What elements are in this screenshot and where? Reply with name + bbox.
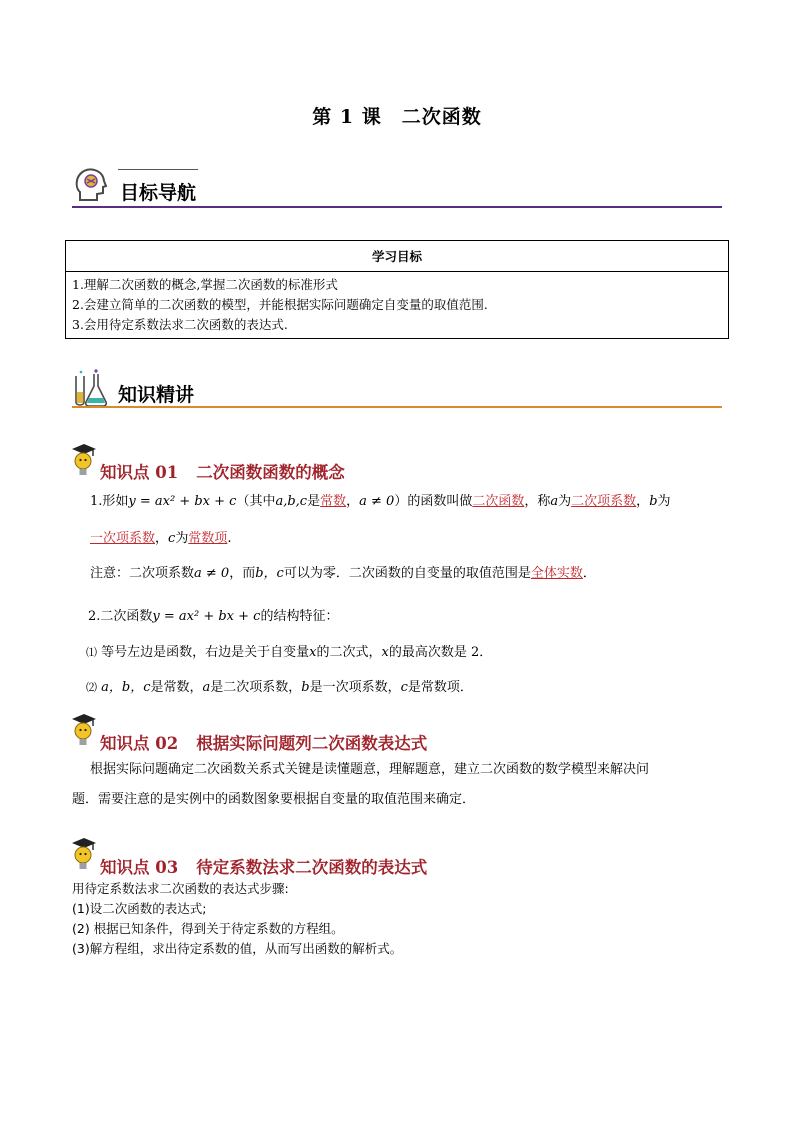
lab-flask-icon [72, 368, 108, 408]
goal-item: 2.会建立简单的二次函数的模型，并能根据实际问题确定自变量的取值范围. [72, 297, 488, 312]
section-title-knowledge: 知识精讲 [118, 384, 195, 406]
goal-item: 3.会用待定系数法求二次函数的表达式. [72, 317, 288, 332]
variables: a，b，c [101, 680, 151, 695]
graduate-bulb-icon [70, 836, 98, 872]
variables: a,b,c [275, 494, 308, 509]
formula: y = ax² + bx + c [152, 609, 261, 624]
kp3-step-line: 用待定系数法求二次函数的表达式步骤: [72, 881, 289, 896]
list-marker: ⑵ [86, 681, 97, 694]
key-term: 二次函数 [472, 494, 525, 509]
brain-head-icon [72, 166, 108, 206]
text: 等号左边是函数，右边是关于自变量 [101, 645, 310, 660]
variable: x [381, 645, 389, 660]
kp2-title: 根据实际问题列二次函数表达式 [196, 734, 428, 753]
formula: y = ax² + bx + c [128, 494, 237, 509]
section-top-rule [118, 169, 198, 170]
text: 的结构特征： [260, 609, 339, 624]
kp2-heading [100, 730, 427, 754]
text: 的最高次数是 2． [388, 645, 493, 660]
kp1-heading [100, 459, 345, 483]
condition: a ≠ 0 [359, 494, 395, 509]
section-title-goals: 目标导航 [120, 182, 197, 204]
text: 是常数， [150, 680, 203, 695]
variable: x [309, 645, 317, 660]
text: . [227, 531, 232, 546]
variable: b [649, 494, 658, 509]
condition: a ≠ 0 [194, 566, 230, 581]
graduate-bulb-icon [70, 442, 98, 478]
key-term: 常数 [320, 494, 347, 509]
text: 可以为零．二次函数的自变量的取值范围是 [283, 566, 531, 581]
kp2-paragraph-line1: 根据实际问题确定二次函数关系式关键是读懂题意，理解题意，建立二次函数的数学模型来解决问 [90, 762, 650, 777]
text: 是二次项系数， [210, 680, 302, 695]
variable: c [400, 680, 408, 695]
kp2-paragraph-line2: 题．需要注意的是实例中的函数图象要根据自变量的取值范围来确定． [72, 792, 476, 807]
text: 为 [175, 531, 189, 546]
text: ，称 [524, 494, 551, 509]
text: 1.形如 [90, 494, 129, 509]
kp1-note [90, 564, 596, 584]
kp1-point1 [86, 643, 492, 663]
key-term: 全体实数 [530, 566, 583, 581]
goal-item: 1.理解二次函数的概念,掌握二次函数的标准形式 [72, 277, 338, 292]
key-term: 二次项系数 [571, 494, 637, 509]
text: ）的函数叫做 [394, 494, 473, 509]
graduate-bulb-icon [70, 712, 98, 748]
variable: b [301, 680, 310, 695]
kp3-steps [72, 879, 402, 959]
text: 注意：二次项系数 [90, 566, 195, 581]
kp3-step-line: (2) 根据已知条件，得到关于待定系数的方程组。 [72, 921, 344, 936]
kp3-title: 待定系数法求二次函数的表达式 [196, 858, 428, 877]
variable: c [168, 531, 176, 546]
kp2-number: 知识点 02 [100, 734, 179, 753]
variables: b，c [255, 566, 284, 581]
text: ， [636, 494, 650, 509]
kp3-number: 知识点 03 [100, 858, 179, 877]
key-term: 常数项 [188, 531, 228, 546]
text: 的二次式， [316, 645, 382, 660]
kp1-structure-heading [88, 607, 338, 627]
text: 为 [558, 494, 572, 509]
text: 2.二次函数 [88, 609, 153, 624]
text: ． [582, 566, 596, 581]
goals-table-body [66, 272, 729, 339]
kp1-line1 [90, 492, 671, 512]
text: 为 [657, 494, 671, 509]
variable: a [202, 680, 211, 695]
text: 是 [307, 494, 321, 509]
text: 是常数项． [407, 680, 473, 695]
kp3-step-line: (3)解方程组，求出待定系数的值，从而写出函数的解析式。 [72, 941, 403, 956]
kp1-number: 知识点 01 [100, 463, 179, 482]
text: ，而 [229, 566, 256, 581]
kp1-point2 [86, 678, 473, 698]
text: ， [346, 494, 360, 509]
kp1-title: 二次函数函数的概念 [196, 463, 345, 482]
kp3-step-line: (1)设二次函数的表达式; [72, 901, 207, 916]
variable: a [550, 494, 559, 509]
text: 是一次项系数， [309, 680, 401, 695]
lesson-title: 第 1 课 二次函数 [312, 106, 482, 128]
section-rule-goals [72, 206, 722, 208]
key-term: 一次项系数 [90, 531, 156, 546]
goals-table-header: 学习目标 [66, 241, 729, 272]
text: ， [155, 531, 169, 546]
kp3-heading [100, 854, 427, 878]
text: （其中 [236, 494, 276, 509]
list-marker: ⑴ [86, 646, 97, 659]
goals-table [65, 240, 729, 339]
kp1-line2 [90, 529, 231, 549]
section-rule-knowledge [72, 406, 722, 408]
